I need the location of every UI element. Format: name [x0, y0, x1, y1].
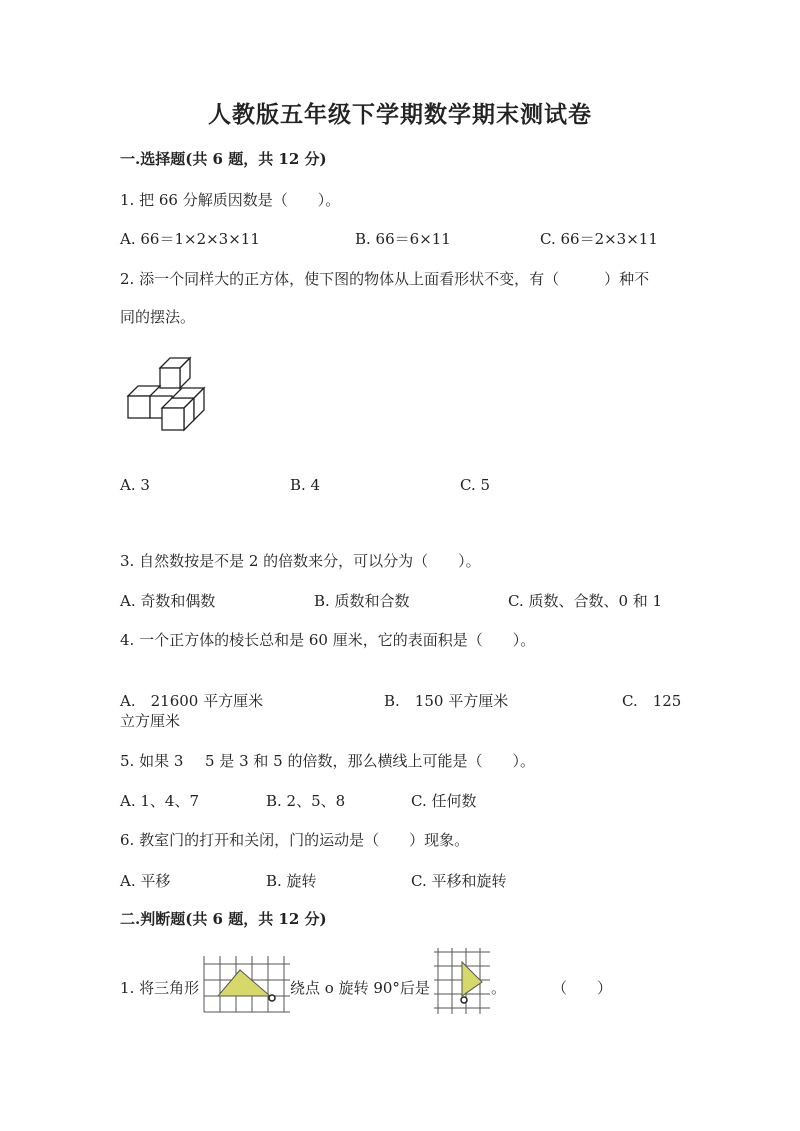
- question-5-option-a[interactable]: A. 1、4、7: [120, 792, 199, 810]
- question-5-option-b[interactable]: B. 2、5、8: [266, 792, 346, 810]
- question-6-option-a[interactable]: A. 平移: [120, 872, 171, 890]
- judgement-1-text-part2: 绕点 o 旋转 90°后是: [290, 979, 430, 997]
- page-title: 人教版五年级下学期数学期末测试卷: [208, 101, 592, 128]
- question-4-option-c[interactable]: C. 125: [622, 692, 682, 710]
- question-6-option-c[interactable]: C. 平移和旋转: [411, 872, 507, 890]
- section-heading-judgement: 二.判断题(共 6 题，共 12 分): [120, 910, 327, 928]
- question-3-option-c[interactable]: C. 质数、合数、0 和 1: [508, 592, 663, 610]
- section-heading-choice: 一.选择题(共 6 题，共 12 分): [120, 150, 327, 168]
- question-4-text: 4. 一个正方体的棱长总和是 60 厘米，它的表面积是（ ）。: [120, 631, 536, 649]
- question-3-option-b[interactable]: B. 质数和合数: [314, 592, 410, 610]
- question-6-option-b[interactable]: B. 旋转: [266, 872, 317, 890]
- question-2-text-line1: 2. 添一个同样大的正方体，使下图的物体从上面看形状不变，有（ ）种不: [120, 270, 650, 288]
- question-1-option-a[interactable]: A. 66＝1×2×3×11: [120, 230, 260, 248]
- rotated-triangle-grid-figure: [434, 948, 490, 1014]
- question-4-option-a[interactable]: A. 21600 平方厘米: [120, 692, 264, 710]
- question-5-option-c[interactable]: C. 任何数: [411, 792, 477, 810]
- question-5-text-part2: 5 是 3 和 5 的倍数，那么横线上可能是（ ）。: [205, 752, 535, 770]
- question-2-option-b[interactable]: B. 4: [290, 476, 321, 494]
- judgement-1-text-part1: 1. 将三角形: [120, 979, 200, 997]
- question-1-option-b[interactable]: B. 66＝6×11: [355, 230, 451, 248]
- question-2-option-c[interactable]: C. 5: [460, 476, 491, 494]
- question-3-text: 3. 自然数按是不是 2 的倍数来分，可以分为（ ）。: [120, 552, 481, 570]
- question-1-option-c[interactable]: C. 66＝2×3×11: [540, 230, 658, 248]
- question-1-text: 1. 把 66 分解质因数是（ ）。: [120, 191, 341, 209]
- question-5-text-part1: 5. 如果 3: [120, 752, 184, 770]
- question-4-option-c-wrap: 立方厘米: [120, 712, 181, 730]
- question-3-option-a[interactable]: A. 奇数和偶数: [120, 592, 216, 610]
- cube-figure: [120, 358, 210, 433]
- triangle-grid-figure: [204, 956, 290, 1012]
- question-2-text-line2: 同的摆法。: [120, 308, 196, 326]
- question-2-option-a[interactable]: A. 3: [120, 476, 150, 494]
- question-4-option-b[interactable]: B. 150 平方厘米: [384, 692, 509, 710]
- question-6-text: 6. 教室门的打开和关闭，门的运动是（ ）现象。: [120, 831, 470, 849]
- judgement-1-text-part3: 。: [491, 979, 507, 997]
- judgement-1-answer-blank[interactable]: （ ）: [552, 979, 613, 997]
